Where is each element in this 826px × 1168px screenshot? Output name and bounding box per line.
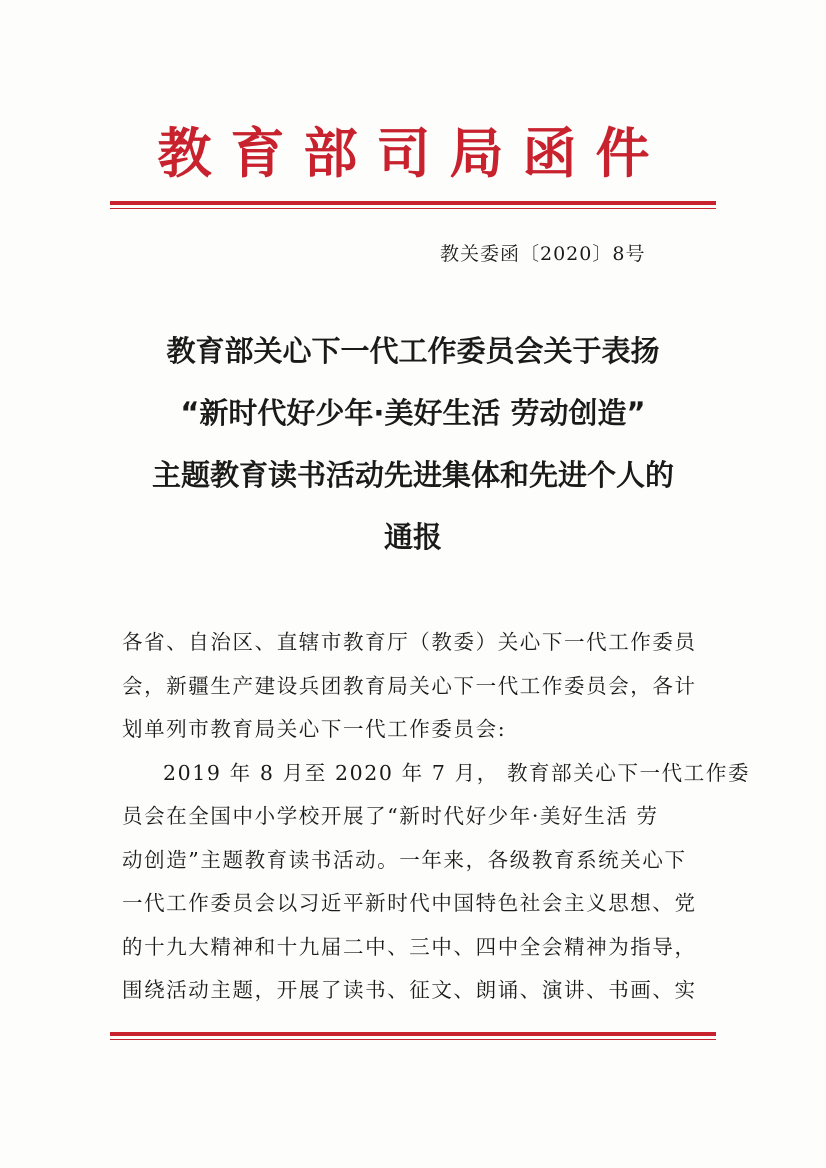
salutation-line: 划单列市教育局关心下一代工作委员会: [122, 717, 507, 741]
paragraph-line: 动创造”主题教育读书活动。一年来，各级教育系统关心下 [122, 847, 687, 872]
document-number: 教关委函〔2020〕8号 [440, 243, 646, 265]
document-body [122, 621, 751, 1013]
title-line: “新时代好少年·美好生活 劳动创造” [180, 396, 646, 430]
document-title [110, 320, 716, 568]
title-line: 主题教育读书活动先进集体和先进个人的 [151, 458, 674, 492]
masthead-divider [110, 201, 716, 209]
paragraph-line: 员会在全国中小学校开展了“新时代好少年·美好生活 劳 [122, 804, 659, 828]
paragraph-line: 的十九大精神和十九届二中、三中、四中全会精神为指导， [122, 934, 697, 959]
paragraph-line: 一代工作委员会以习近平新时代中国特色社会主义思想、党 [122, 891, 697, 915]
paragraph-line: 2019 年 8 月至 2020 年 7 月， 教育部关心下一代工作委 [163, 760, 751, 785]
paragraph-line: 围绕活动主题，开展了读书、征文、朗诵、演讲、书画、实 [122, 978, 697, 1002]
salutation-line: 各省、自治区、直辖市教育厅（教委）关心下一代工作委员 [122, 630, 697, 654]
title-line: 通报 [383, 520, 442, 554]
salutation-line: 会，新疆生产建设兵团教育局关心下一代工作委员会，各计 [122, 673, 697, 698]
footer-divider [110, 1032, 716, 1040]
title-line: 教育部关心下一代工作委员会关于表扬 [166, 334, 660, 368]
masthead-title: 教育部司局函件 [157, 121, 669, 185]
